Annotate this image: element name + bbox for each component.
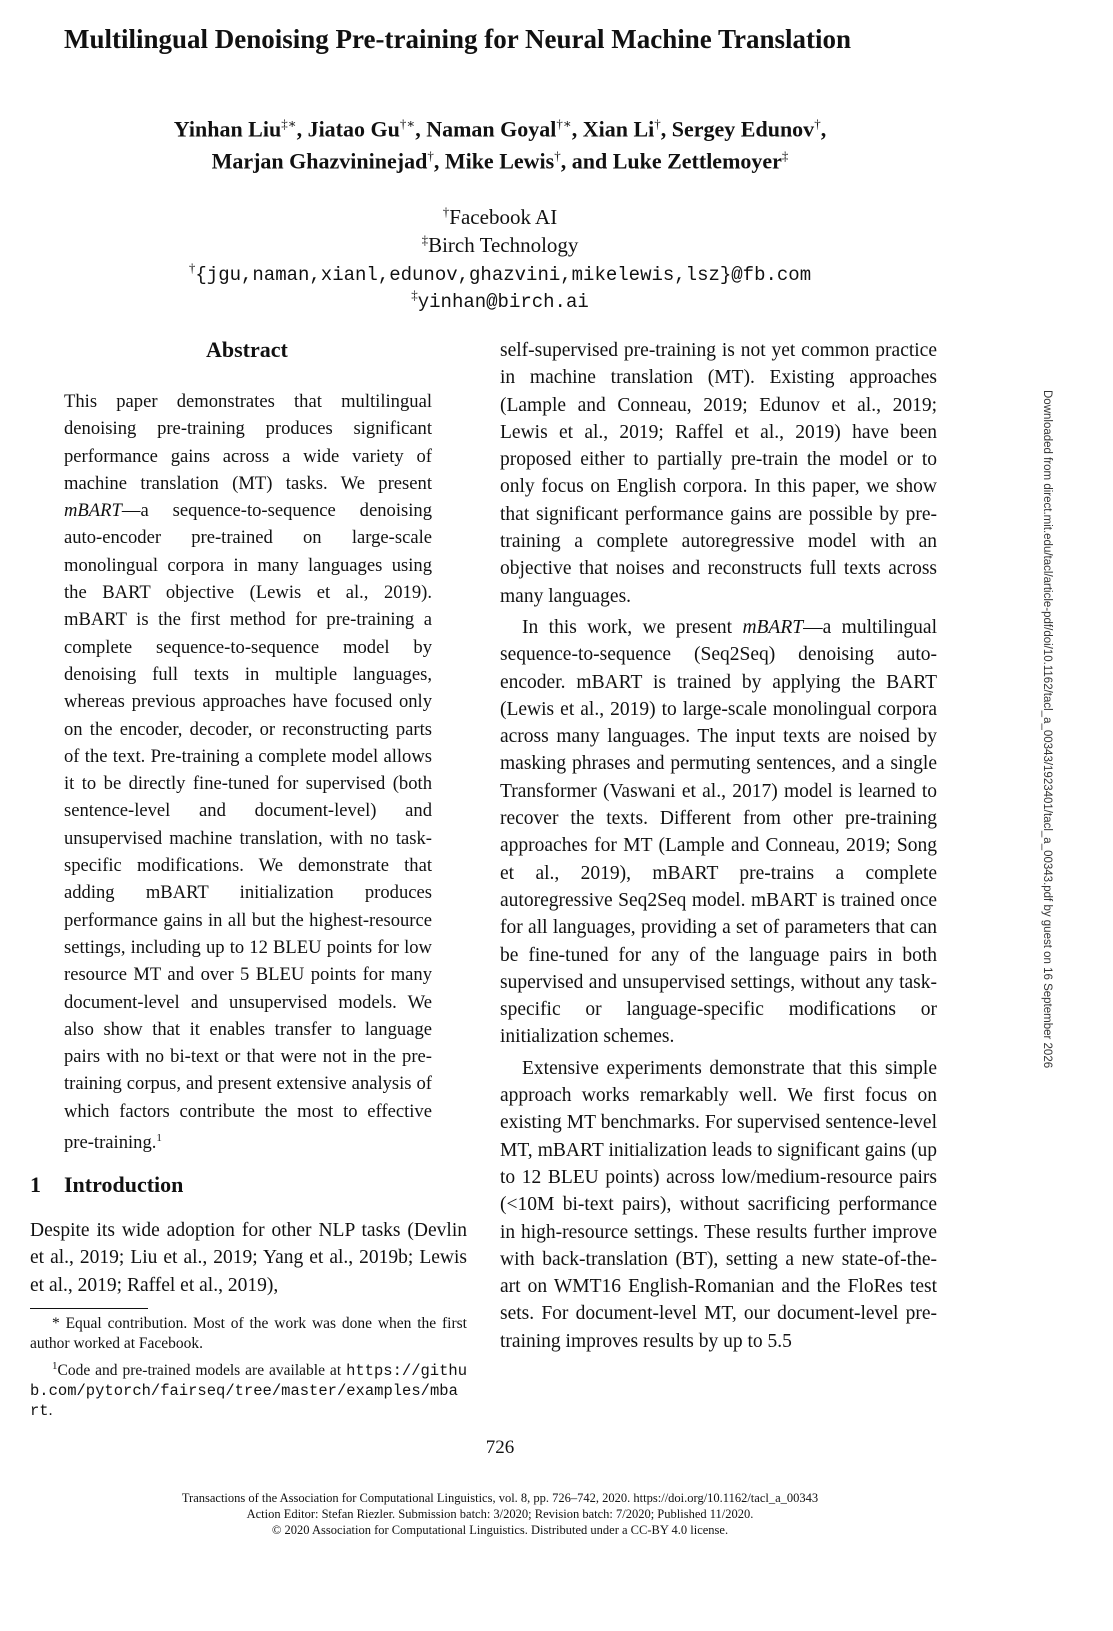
author: Yinhan Liu	[173, 116, 282, 142]
footer-line-3: © 2020 Association for Computational Linguistics. Distributed under a CC-BY 4.0 license.	[271, 1523, 729, 1537]
abstract-heading: Abstract	[206, 337, 288, 362]
email-mark: ‡	[411, 287, 418, 302]
author-line-2	[0, 140, 1000, 177]
author-mark: †	[427, 148, 434, 163]
author: Jiatao Gu	[307, 116, 400, 142]
footnote-text: Code and pre-trained models are available at	[57, 1362, 347, 1380]
section-heading	[30, 1172, 183, 1198]
author: Marjan Ghazvininejad	[211, 148, 428, 174]
paragraph-text: —a multilingual sequence-to-sequence (Seq2Seq) denoising auto-encoder. mBART is trained by applying the BART (Lewis et al., 2019) to large-scale monolingual corpora across many languages. The input texts are noised by masking phrases and permuting sentences, and a single Transformer (Vaswani et al., 2017) model is learned to recover the texts. Different from other pre-training approaches for MT (Lample and Conneau, 2019; Song et al., 2019), mBART pre-trains a complete autoregressive Seq2Seq model. mBART is trained once for all languages, providing a set of parameters that can be fine-tuned for any of the language pairs in both supervised and unsupervised settings, without any task-specific or language-specific modifications or initialization schemes.	[500, 616, 937, 1048]
paragraph-text: In this work, we present	[522, 616, 743, 638]
author-mark: †∗	[399, 116, 416, 131]
author-mark: ‡∗	[281, 116, 297, 131]
affiliation-name: Facebook AI	[449, 205, 558, 229]
email-line-2	[0, 281, 1000, 316]
email-mark: †	[188, 260, 196, 275]
author-separator: , and	[560, 148, 613, 174]
footnote-code	[30, 1356, 467, 1421]
footnote-text: .	[48, 1402, 53, 1420]
email-address: {jgu,naman,xianl,edunov,ghazvini,mikelewis,lsz}@fb.com	[195, 264, 812, 286]
author: Naman Goyal	[426, 116, 557, 142]
right-column	[500, 337, 937, 1355]
paper-title: Multilingual Denoising Pre-training for Neural Machine Translation	[64, 24, 852, 54]
affiliation-mark: ‡	[421, 232, 429, 247]
watermark-text: Downloaded from direct.mit.edu/tacl/article-pdf/doi/10.1162/tacl_a_00343/1923401/tacl_a_00343.pdf by guest on 16 September 2026	[1041, 390, 1053, 1069]
intro-paragraph-2	[500, 614, 937, 1051]
author: Luke Zettlemoyer	[612, 148, 782, 174]
author-separator: ,	[571, 116, 583, 142]
author-mark: †	[654, 116, 661, 131]
abstract-text: —a sequence-to-sequence denoising auto-encoder pre-trained on large-scale monolingual corpora in many languages using the BART objective (Lewis et al., 2019). mBART is the first method for pre-training a complete sequence-to-sequence model by denoising full texts in multiple languages, whereas previous approaches have focused only on the encoder, decoder, or reconstructing parts of the text. Pre-training a complete model allows it to be directly fine-tuned for supervised (both sentence-level and document-level) and unsupervised machine translation, with no task-specific modifications. We demonstrate that adding mBART initialization produces performance gains in all but the highest-resource settings, including up to 12 BLEU points for low resource MT and over 5 BLEU points for many document-level and unsupervised models. We also show that it enables transfer to language pairs with no bi-text or that were not in the pre-training corpus, and present extensive analysis of which factors contribute the most to effective pre-training.	[64, 500, 432, 1154]
footer-line-2: Action Editor: Stefan Riezler. Submission batch: 3/2020; Revision batch: 7/2020; Published 11/2020.	[246, 1507, 754, 1521]
footnote-rule	[30, 1308, 148, 1309]
author-separator: ,	[820, 116, 827, 142]
page-number: 726	[485, 1437, 515, 1458]
footer-line-1: Transactions of the Association for Computational Linguistics, vol. 8, pp. 726–742, 2020. https://doi.org/10.1162/tacl_a_00343	[181, 1491, 819, 1505]
email-address: yinhan@birch.ai	[417, 291, 589, 313]
author-mark: †	[554, 148, 561, 163]
journal-footer	[0, 1490, 1000, 1538]
affiliation-mark: †	[442, 204, 450, 219]
paragraph-emphasis: mBART	[742, 616, 804, 638]
author-separator: ,	[296, 116, 308, 142]
abstract-body	[64, 388, 432, 1157]
footnote-equal-contribution: * Equal contribution. Most of the work was done when the first author worked at Facebook.	[30, 1315, 467, 1352]
author: Xian Li	[582, 116, 655, 142]
author-separator: ,	[415, 116, 427, 142]
abstract-emphasis: mBART	[64, 500, 122, 522]
download-watermark	[1039, 390, 1055, 1100]
author-separator: ,	[660, 116, 672, 142]
author: Sergey Edunov	[671, 116, 815, 142]
intro-left-text: Despite its wide adoption for other NLP tasks (Devlin et al., 2019; Liu et al., 2019; Yang et al., 2019b; Lewis et al., 2019; Raffel et al., 2019),	[30, 1220, 467, 1296]
author-separator: ,	[433, 148, 445, 174]
author-mark: ‡	[781, 148, 789, 163]
section-number: 1	[30, 1172, 41, 1197]
footnotes	[30, 1314, 467, 1421]
intro-paragraph-1: self-supervised pre-training is not yet common practice in machine translation (MT). Existing approaches (Lample and Conneau, 2019; Edunov et al., 2019; Lewis et al., 2019; Raffel et al., 2019) have been proposed either to partially pre-train the model or to only focus on English corpora. In this paper, we show that significant performance gains are possible by pre-training a complete autoregressive model with an objective that noises and reconstructs full texts across many languages.	[500, 340, 937, 607]
author-mark: †∗	[556, 116, 572, 131]
affiliation-name: Birch Technology	[428, 233, 579, 257]
author-mark: †	[814, 116, 821, 131]
intro-paragraph-3: Extensive experiments demonstrate that this simple approach works remarkably well. We first focus on existing MT benchmarks. For supervised sentence-level MT, mBART initialization leads to significant gains (up to 12 BLEU points) across low/medium-resource pairs (<10M bi-text pairs), without sacrificing performance in high-resource settings. These results further improve with back-translation (BT), setting a new state-of-the-art on WMT16 English-Romanian and the FloRes test sets. For document-level MT, our document-level pre-training improves results by up to 5.5	[500, 1057, 937, 1352]
abstract-text: This paper demonstrates that multilingual denoising pre-training produces significant performance gains across a wide variety of machine translation (MT) tasks. We present	[64, 391, 432, 494]
footnote-ref[interactable]: 1	[156, 1132, 162, 1145]
section-title: Introduction	[64, 1172, 184, 1197]
author: Mike Lewis	[444, 148, 555, 174]
code-url-link[interactable]: https://github.com/pytorch/fairseq/tree/master/examples/mbart	[30, 1362, 467, 1421]
footnote-mark: 1	[52, 1360, 58, 1372]
